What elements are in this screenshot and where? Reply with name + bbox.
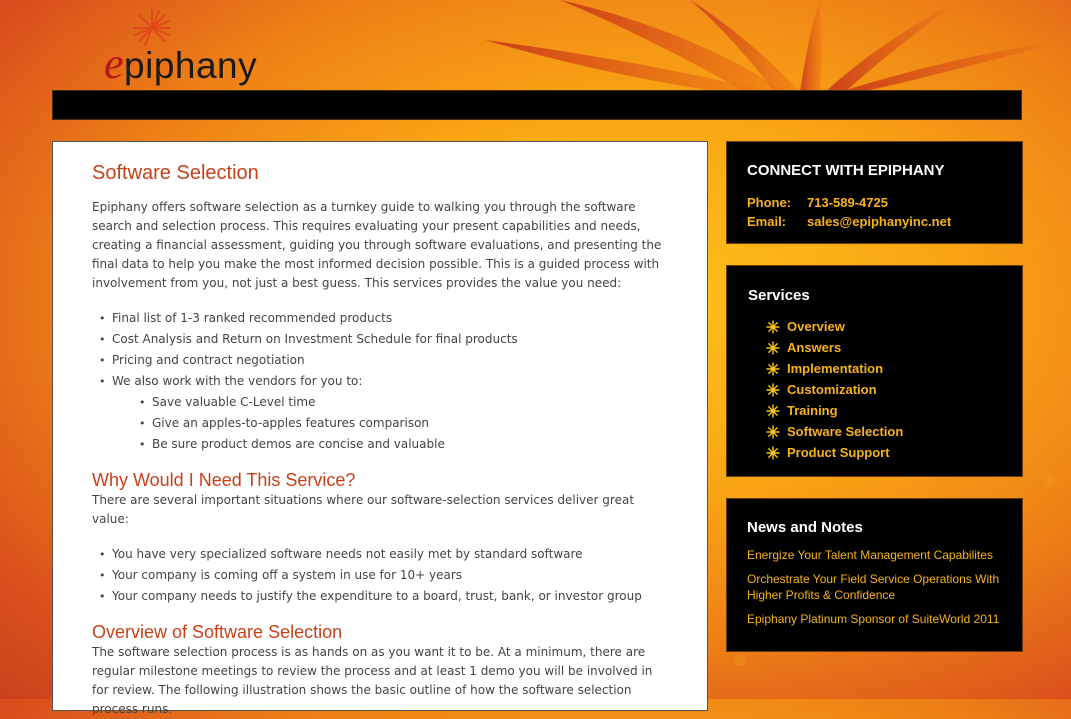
sunburst-icon — [766, 446, 780, 460]
list-item: • Save valuable C-Level time — [132, 392, 667, 413]
sunburst-icon — [766, 425, 780, 439]
sidebar-item-overview[interactable] — [766, 316, 1002, 337]
list-item: • We also work with the vendors for you to: — [92, 371, 667, 392]
connect-box — [726, 141, 1023, 244]
news-link[interactable]: Orchestrate Your Field Service Operations With Higher Profits & Confidence — [747, 572, 1000, 602]
value-list — [92, 308, 667, 455]
list-item: • You have very specialized software needs not easily met by standard software — [92, 544, 667, 565]
services-box — [726, 265, 1023, 477]
overview-paragraph: The software selection process is as hands on as you want it to be. At a minimum, there are regular milestone meetings to review the process and at least 1 demo you will be involved in for review. The following illustration shows the basic outline of how the software selection process runs. — [92, 645, 653, 716]
list-item: • Your company needs to justify the expenditure to a board, trust, bank, or investor group — [92, 586, 667, 607]
logo[interactable] — [104, 38, 257, 89]
news-link[interactable]: Epiphany Platinum Sponsor of SuiteWorld 2011 — [747, 612, 1000, 626]
sunburst-icon — [766, 383, 780, 397]
nav-bar — [52, 90, 1022, 120]
phone-row — [747, 193, 1002, 212]
page-title: Software Selection — [92, 162, 259, 184]
news-box — [726, 498, 1023, 652]
logo-wordmark: piphany — [124, 45, 258, 86]
vendor-list — [132, 392, 667, 455]
news-title: News and Notes — [747, 519, 863, 536]
why-list — [92, 544, 667, 607]
sidebar-item-label[interactable]: Software Selection — [787, 424, 904, 439]
sidebar-item-label[interactable]: Overview — [787, 319, 845, 334]
sidebar-item-answers[interactable] — [766, 337, 1002, 358]
sidebar-item-label[interactable]: Training — [787, 403, 838, 418]
overview-heading: Overview of Software Selection — [92, 622, 343, 642]
why-paragraph: There are several important situations where our software-selection services deliver great value: — [92, 493, 635, 526]
logo-e: e — [104, 39, 125, 88]
sidebar-item-customization[interactable] — [766, 379, 1002, 400]
sidebar-item-label[interactable]: Customization — [787, 382, 877, 397]
sunburst-icon — [766, 341, 780, 355]
phone-number: 713-589-4725 — [807, 195, 888, 210]
services-list — [748, 316, 1002, 463]
news-link[interactable]: Energize Your Talent Management Capabilites — [747, 548, 993, 562]
sidebar-item-implementation[interactable] — [766, 358, 1002, 379]
sidebar-item-product-support[interactable] — [766, 442, 1002, 463]
email-label: Email: — [747, 214, 787, 229]
sidebar-item-label[interactable]: Answers — [787, 340, 842, 355]
sunburst-icon — [766, 404, 780, 418]
list-item: • Final list of 1-3 ranked recommended products — [92, 308, 667, 329]
main-content — [52, 141, 708, 716]
list-item: • Your company is coming off a system in use for 10+ years — [92, 565, 667, 586]
sidebar-item-training[interactable] — [766, 400, 1002, 421]
sunburst-icon — [766, 362, 780, 376]
email-link[interactable]: sales@epiphanyinc.net — [807, 214, 952, 229]
sunburst-icon — [766, 320, 780, 334]
list-item: • Be sure product demos are concise and valuable — [132, 434, 667, 455]
intro-paragraph: Epiphany offers software selection as a turnkey guide to walking you through the software search and selection process. This requires evaluating your present capabilities and needs, creating a financial assessment, guiding you through software evaluations, and presenting the final data to help you make the most informed decision possible. This is a guided process with involvement from you, not just a best guess. This services provides the value you need: — [92, 200, 662, 290]
list-item: • Cost Analysis and Return on Investment Schedule for final products — [92, 329, 667, 350]
list-item: • Give an apples-to-apples features comparison — [132, 413, 667, 434]
services-title: Services — [748, 287, 810, 304]
sidebar-item-label[interactable]: Implementation — [787, 361, 884, 376]
sidebar-item-label[interactable]: Product Support — [787, 445, 890, 460]
list-item: • Pricing and contract negotiation — [92, 350, 667, 371]
connect-title: CONNECT WITH EPIPHANY — [747, 162, 945, 179]
why-heading: Why Would I Need This Service? — [92, 470, 356, 490]
sidebar-item-software-selection[interactable] — [766, 421, 1002, 442]
phone-label: Phone: — [747, 195, 792, 210]
email-row — [747, 212, 1002, 231]
